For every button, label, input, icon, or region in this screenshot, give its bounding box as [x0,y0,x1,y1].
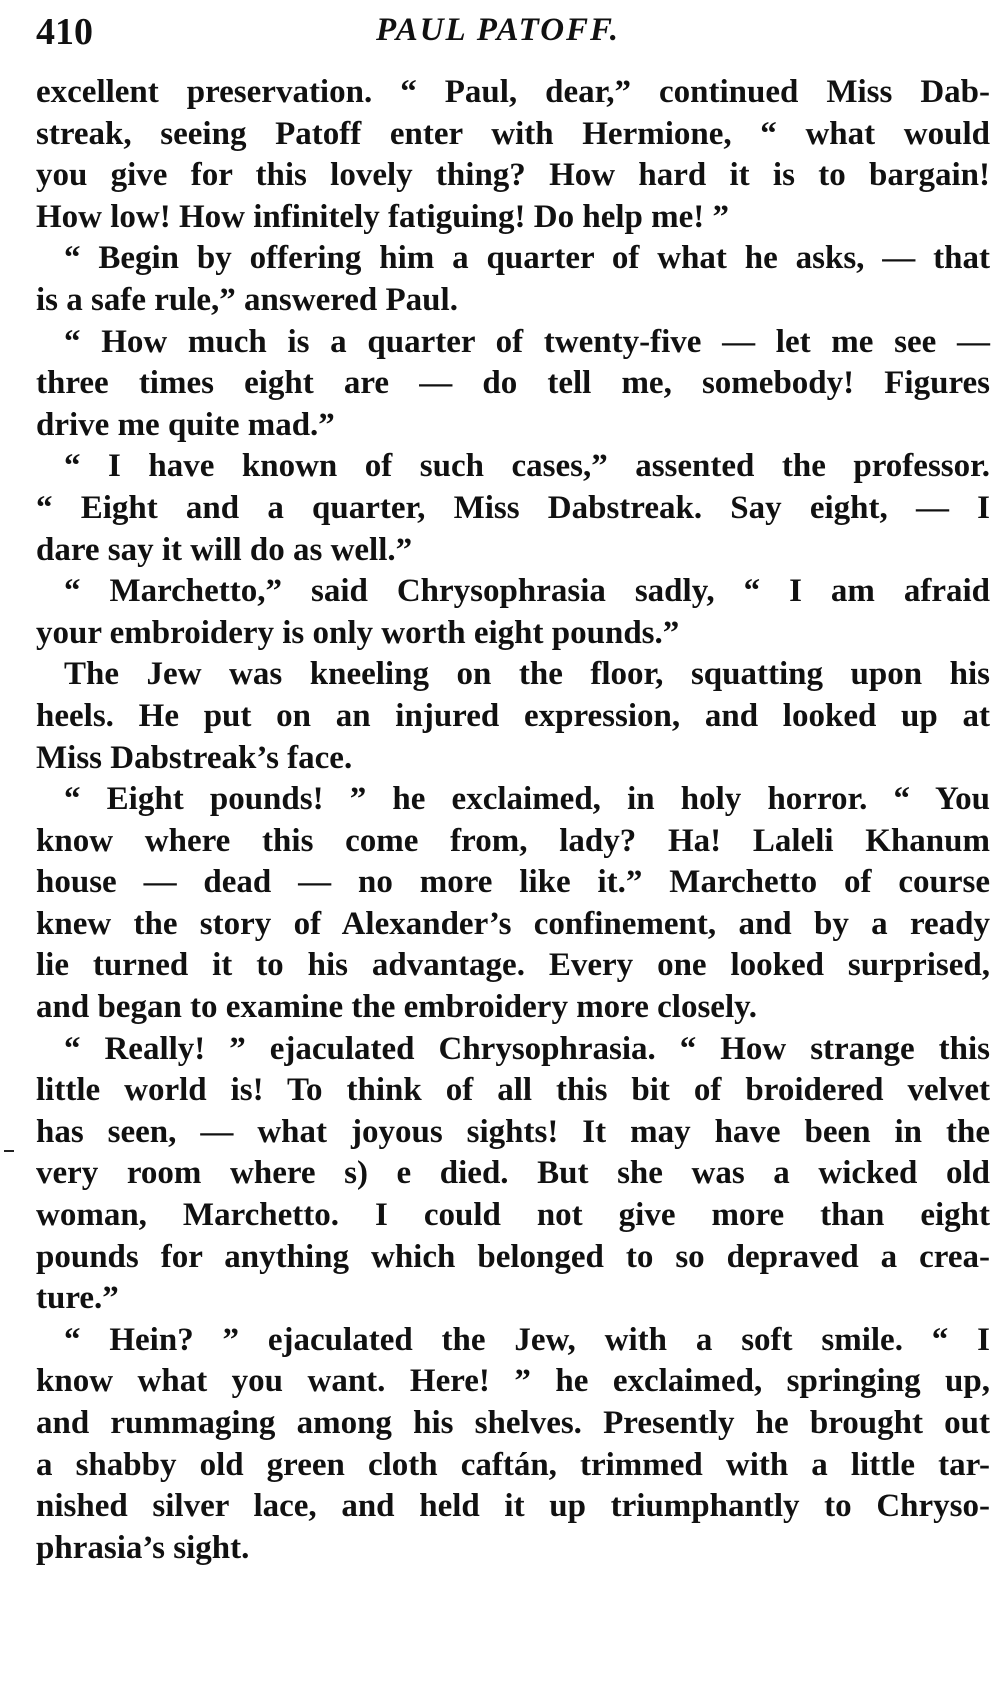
text-line: very room where s) e died. But she was a wicked old [36,1155,990,1192]
paragraph [36,1029,990,1320]
paragraph [36,1320,990,1570]
text-line: Miss Dabstreak’s face. [36,739,353,776]
running-title: PAUL PATOFF. [376,12,621,48]
paragraph [36,779,990,1029]
text-line: has seen, — what joyous sights! It may have been in the [36,1113,990,1150]
text-line: ture.” [36,1280,119,1317]
text-line: “ Hein? ” ejaculated the Jew, with a soft smile. “ I [64,1321,990,1358]
text-line: know where this come from, lady? Ha! Laleli Khanum [36,822,990,859]
text-line: “ Eight and a quarter, Miss Dabstreak. Say eight, — I [36,489,990,526]
text-line: “ Marchetto,” said Chrysophrasia sadly, “ I am afraid [64,573,990,610]
text-line: house — dead — no more like it.” Marchetto of course [36,864,990,901]
paragraph [36,654,990,779]
paragraph [36,238,990,321]
text-line: nished silver lace, and held it up triumphantly to Chryso- [36,1488,990,1525]
text-line: “ Begin by offering him a quarter of what he asks, — that [64,240,990,277]
text-line: woman, Marchetto. I could not give more than eight [36,1197,990,1234]
text-line: little world is! To think of all this bit of broidered velvet [36,1072,990,1109]
text-line: and began to examine the embroidery more closely. [36,989,758,1026]
text-line: The Jew was kneeling on the floor, squatting upon his [64,656,990,693]
text-line: “ Eight pounds! ” he exclaimed, in holy horror. “ You [64,781,990,818]
paragraph [36,322,990,447]
text-line: streak, seeing Patoff enter with Hermione, “ what would [36,115,990,152]
text-line: “ How much is a quarter of twenty-five — let me see — [64,323,990,360]
text-line: “ Really! ” ejaculated Chrysophrasia. “ How strange this [64,1030,990,1067]
text-line: three times eight are — do tell me, somebody! Figures [36,365,990,402]
paragraph [36,571,990,654]
text-line: heels. He put on an injured expression, and looked up at [36,697,990,734]
text-line: a shabby old green cloth caftán, trimmed with a little tar- [36,1446,990,1483]
page-header [36,0,990,66]
text-line: knew the story of Alexander’s confinement, and by a ready [36,905,990,942]
text-line: phrasia’s sight. [36,1529,250,1566]
book-page [36,0,990,1700]
text-line: know what you want. Here! ” he exclaimed, springing up, [36,1363,990,1400]
text-line: your embroidery is only worth eight pounds.” [36,614,680,651]
text-line: pounds for anything which belonged to so depraved a crea- [36,1238,990,1275]
text-line: drive me quite mad.” [36,406,335,443]
text-line: excellent preservation. “ Paul, dear,” continued Miss Dab- [36,74,990,110]
text-line: and rummaging among his shelves. Presently he brought out [36,1405,990,1441]
text-line: “ I have known of such cases,” assented the professor. [64,448,990,485]
text-line: How low! How infinitely fatiguing! Do help me! ” [36,198,729,235]
margin-mark [4,1150,14,1152]
paragraph [36,72,990,238]
text-line: you give for this lovely thing? How hard it is to bargain! [36,157,990,194]
paragraph [36,446,990,571]
text-line: lie turned it to his advantage. Every one looked surprised, [36,947,990,984]
page-number: 410 [36,11,93,53]
text-line: dare say it will do as well.” [36,531,413,568]
body-text [36,72,990,1569]
text-line: is a safe rule,” answered Paul. [36,281,458,318]
